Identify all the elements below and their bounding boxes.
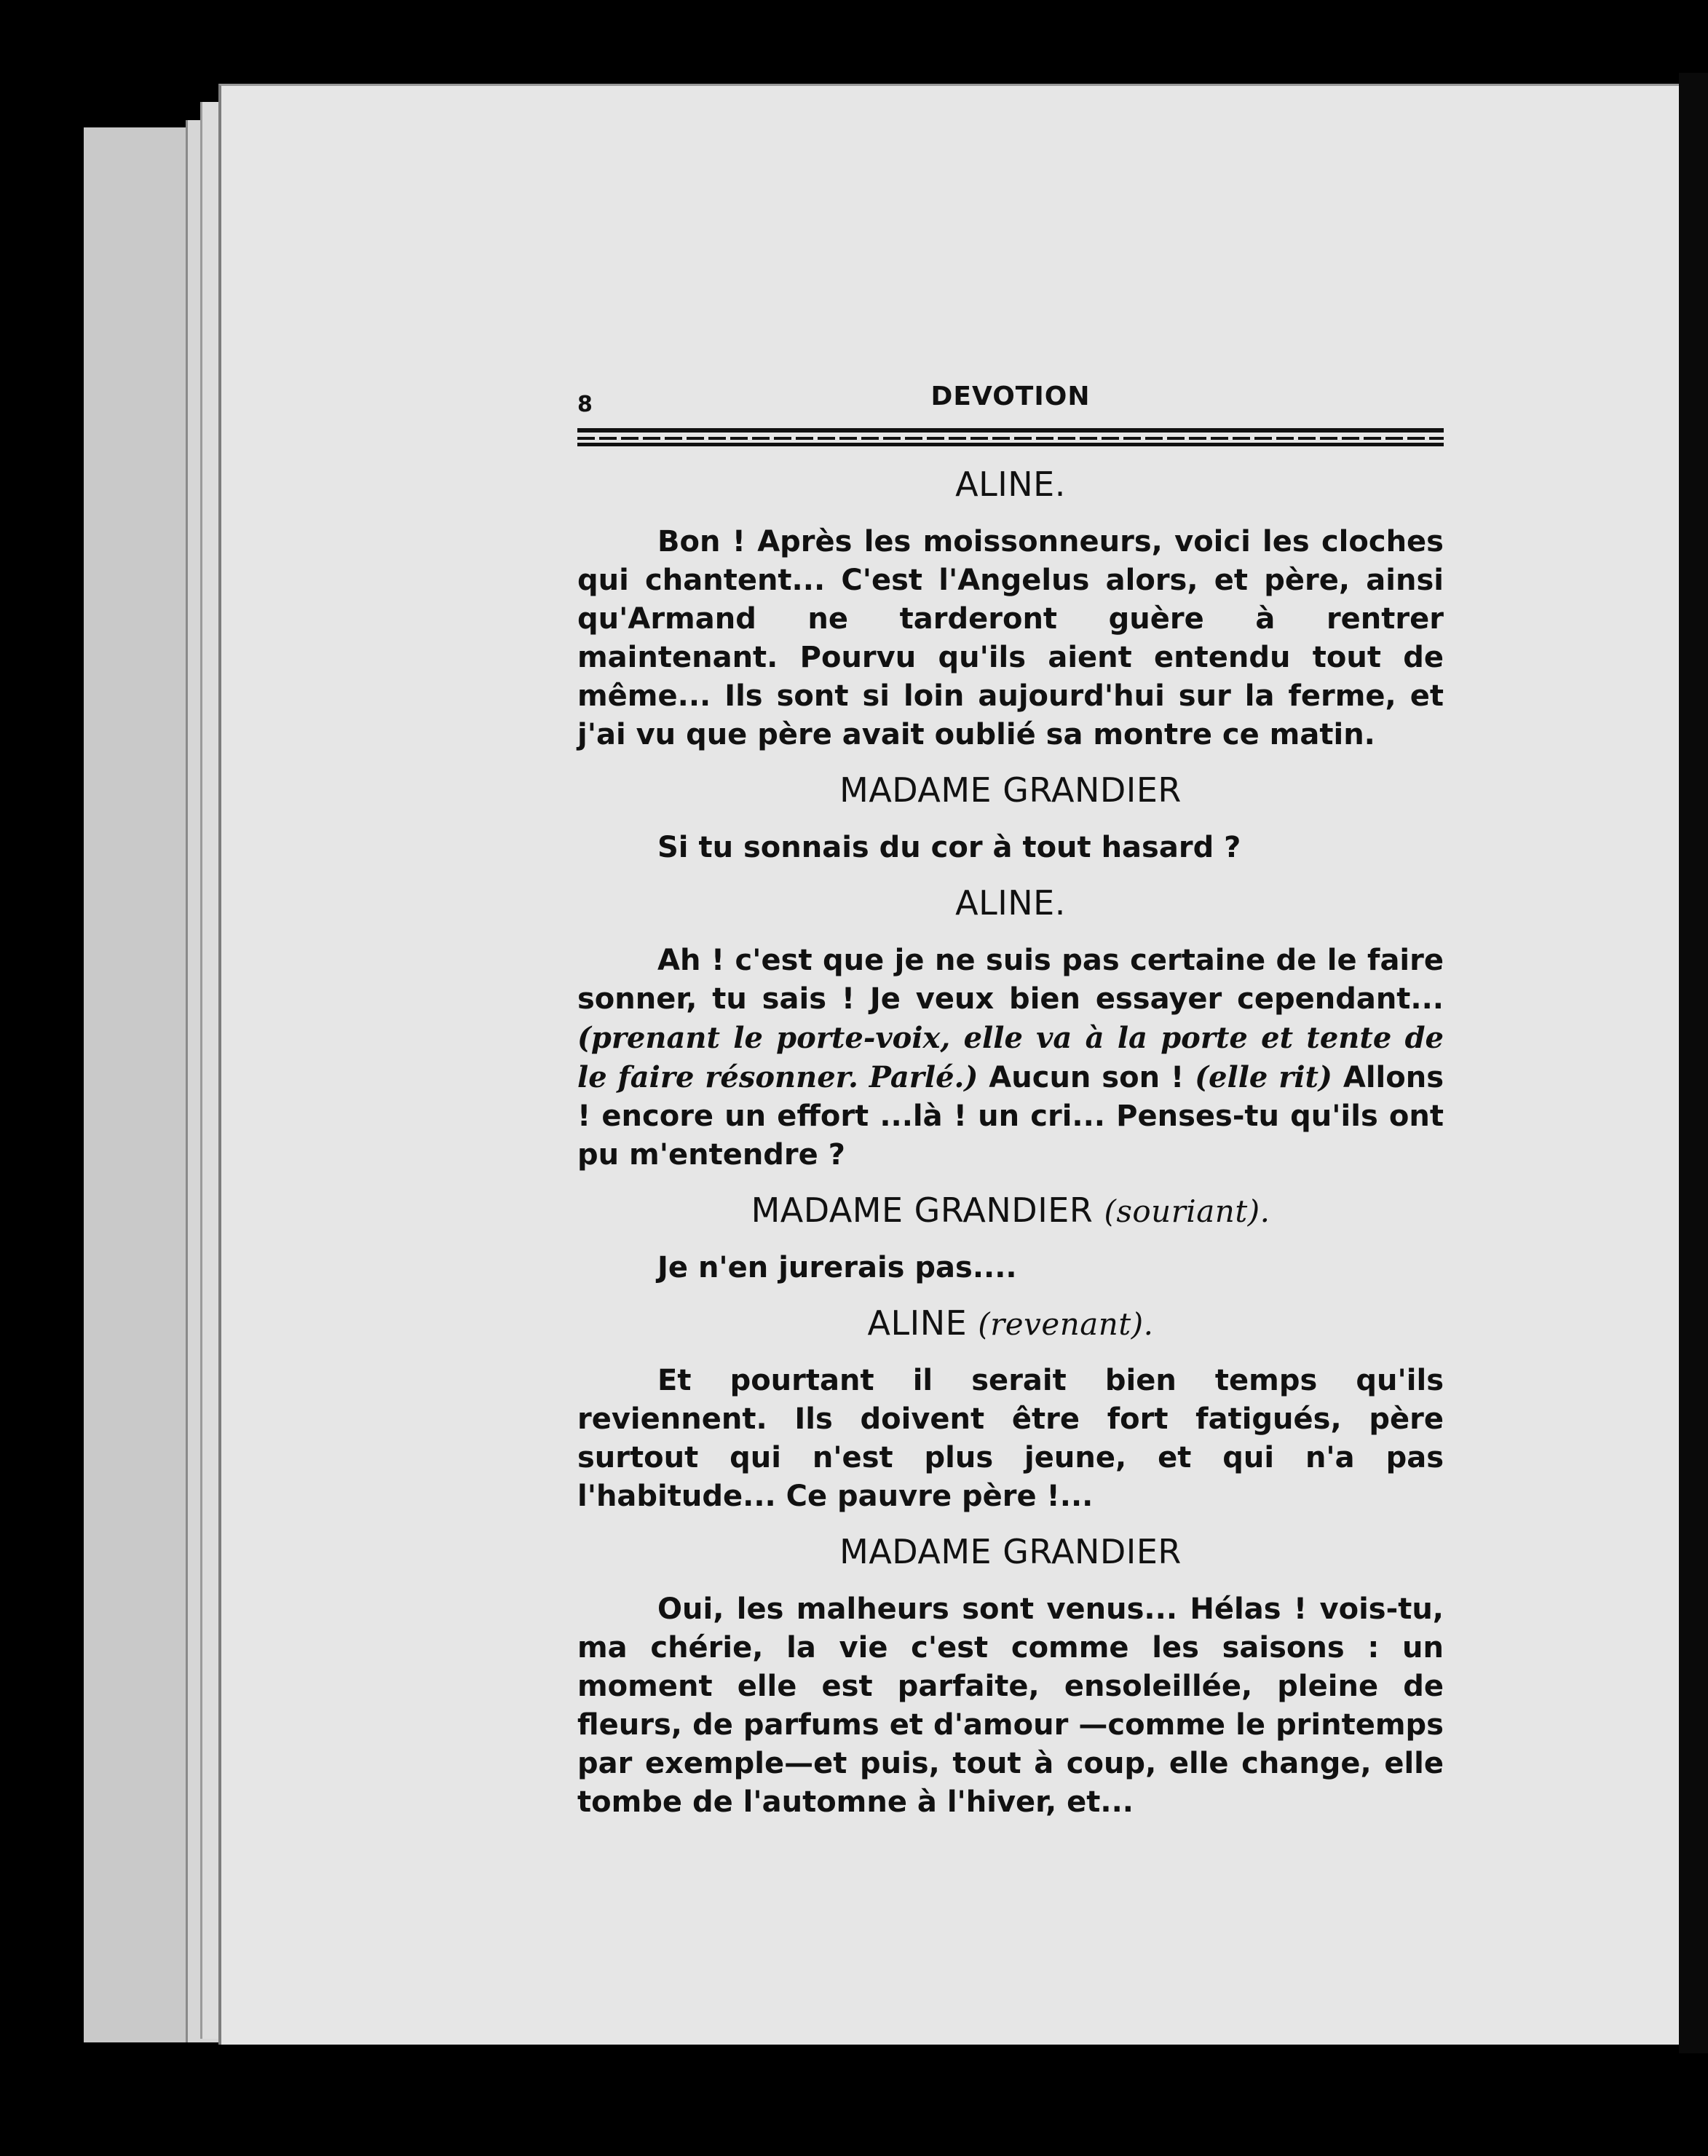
speaker-label: ALINE. bbox=[955, 883, 1066, 923]
rule-line bbox=[577, 437, 1444, 440]
stage-direction: (souriant). bbox=[1104, 1193, 1270, 1229]
speech-text: Aucun son ! bbox=[978, 1061, 1195, 1094]
speech-text: Ah ! c'est que je ne suis pas certaine de le faire sonner, tu sais ! Je veux bien essayer cependant... bbox=[577, 944, 1444, 1016]
speaker-label: MADAME GRANDIER bbox=[839, 1532, 1182, 1571]
speech-paragraph bbox=[577, 941, 1444, 1174]
page-number: 8 bbox=[577, 392, 593, 417]
stage-direction: (elle rit) bbox=[1195, 1060, 1332, 1094]
speaker-label: ALINE bbox=[867, 1303, 968, 1343]
speaker-name bbox=[577, 1303, 1444, 1343]
speaker-name bbox=[577, 1190, 1444, 1230]
page-text bbox=[577, 379, 1444, 1822]
speech-paragraph: Si tu sonnais du cor à tout hasard ? bbox=[657, 831, 1241, 864]
speaker-label: MADAME GRANDIER bbox=[751, 1190, 1094, 1230]
ornamental-rule bbox=[577, 427, 1444, 449]
speaker-name bbox=[577, 770, 1444, 810]
running-header bbox=[577, 379, 1444, 419]
speaker-label: MADAME GRANDIER bbox=[839, 770, 1182, 810]
binding-shadow bbox=[1679, 73, 1708, 2053]
speaker-name bbox=[577, 883, 1444, 923]
stage-direction: (prenant le porte-voix, elle va à la porte et tente de le faire résonner. Parlé.) bbox=[577, 1021, 1444, 1094]
running-title: DEVOTION bbox=[930, 382, 1091, 411]
speech-text: Allons ! encore un effort ...là ! un cri... Penses-tu qu'ils ont pu m'entendre ? bbox=[577, 1061, 1444, 1172]
speech-paragraph: Bon ! Après les moissonneurs, voici les cloches qui chantent... C'est l'Angelus alors, et père, ainsi qu'Armand ne tarderont guère à rentrer maintenant. Pourvu qu'ils aient entendu tout de même... Ils sont si loin aujourd'hui sur la ferme, et j'ai vu que père avait oublié sa montre ce matin. bbox=[577, 525, 1444, 751]
speaker-name bbox=[577, 465, 1444, 504]
speech-paragraph: Oui, les malheurs sont venus... Hélas ! vois-tu, ma chérie, la vie c'est comme les saisons : un moment elle est parfaite, ensoleillée, pleine de fleurs, de parfums et d'amour —comme le printemps par exemple—et puis, tout à coup, elle change, elle tombe de l'automne à l'hiver, et... bbox=[577, 1592, 1444, 1819]
stage-direction: (revenant). bbox=[978, 1306, 1154, 1342]
rule-line bbox=[577, 428, 1444, 433]
speaker-name bbox=[577, 1532, 1444, 1571]
speech-paragraph: Et pourtant il serait bien temps qu'ils reviennent. Ils doivent être fort fatigués, père surtout qui n'est plus jeune, et qui n'a pas l'habitude... Ce pauvre père !... bbox=[577, 1364, 1444, 1513]
speaker-label: ALINE. bbox=[955, 465, 1066, 504]
speech-paragraph: Je n'en jurerais pas.... bbox=[657, 1251, 1017, 1284]
rule-line bbox=[577, 443, 1444, 446]
